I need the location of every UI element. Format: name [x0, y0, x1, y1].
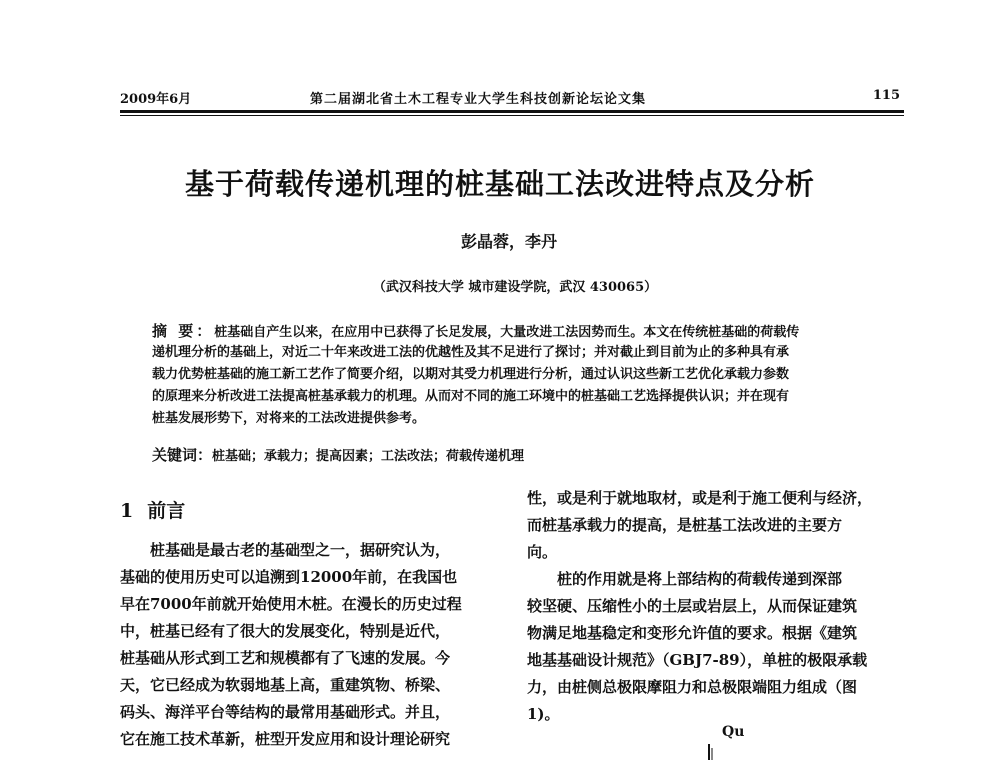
header-rule-thick — [120, 110, 904, 113]
keywords — [152, 444, 872, 465]
body-line: 地基基础设计规范》（GBJ7-89），单桩的极限承载 — [527, 651, 868, 669]
body-line: 早在7000年前就开始使用木桩。在漫长的历史过程 — [120, 595, 462, 613]
abstract-line: 桩基发展形势下，对将来的工法改进提供参考。 — [152, 411, 426, 426]
keywords-label: 关键词： — [152, 446, 213, 464]
affiliation: （武汉科技大学 城市建设学院，武汉 430065） — [372, 280, 658, 295]
abstract-line: 摘 要：桩基础自产生以来，在应用中已获得了长足发展，大量改进工法因势而生。本文在传统桩基础的荷载传 — [152, 322, 800, 340]
body-line: 较坚硬、压缩性小的土层或岩层上，从而保证建筑 — [527, 597, 858, 615]
abstract-line: 载力优势桩基础的施工新工艺作了简要介绍，以期对其受力机理进行分析，通过认识这些新工艺优化承载力参数 — [152, 367, 790, 382]
body-line: 1)。 — [527, 705, 560, 723]
keywords-text: 桩基础；承载力；提高因素；工法改法；荷载传递机理 — [212, 449, 525, 464]
figure-label-qu: Qu — [722, 724, 745, 740]
body-line: 力，由桩侧总极限摩阻力和总极限端阻力组成（图 — [527, 678, 858, 696]
section-number: 1 — [120, 500, 134, 522]
section-title: 前言 — [147, 500, 186, 522]
body-line: 基础的使用历史可以追溯到12000年前，在我国也 — [120, 568, 458, 586]
body-line: 中，桩基已经有了很大的发展变化，特别是近代， — [120, 622, 451, 640]
right-column — [527, 485, 907, 728]
running-header — [120, 88, 902, 108]
authors: 彭晶蓉，李丹 — [460, 232, 557, 251]
abstract — [152, 320, 872, 430]
header-journal: 第二届湖北省土木工程专业大学生科技创新论坛论文集 — [310, 92, 647, 107]
left-column — [120, 537, 500, 753]
paper-title: 基于荷载传递机理的桩基础工法改进特点及分析 — [184, 167, 815, 201]
body-line: 桩基础从形式到工艺和规模都有了飞速的发展。今 — [120, 649, 451, 667]
body-line: 物满足地基稳定和变形允许值的要求。根据《建筑 — [527, 624, 858, 642]
body-line: 向。 — [527, 543, 558, 561]
body-line: 桩的作用就是将上部结构的荷载传递到深部 — [557, 570, 843, 588]
header-rule-thin — [120, 115, 904, 116]
abstract-line: 递机理分析的基础上，对近二十年来改进工法的优越性及其不足进行了探讨；并对截止到目前为止的多种具有承 — [152, 345, 790, 360]
body-line: 码头、海洋平台等结构的最常用基础形式。并且， — [120, 703, 451, 721]
abstract-line: 的原理来分析改进工法提高桩基承载力的机理。从而对不同的施工环境中的桩基础工艺选择提供认识；并在现有 — [152, 389, 790, 404]
body-line: 天，它已经成为软弱地基上高，重建筑物、桥梁、 — [120, 676, 451, 694]
abstract-label: 摘 要： — [152, 322, 215, 340]
body-line: 桩基础是最古老的基础型之一，据研究认为， — [150, 541, 451, 559]
load-arrow-icon — [700, 744, 720, 760]
section-heading — [120, 496, 185, 523]
body-line: 而桩基承载力的提高，是桩基工法改进的主要方 — [527, 516, 843, 534]
body-line: 它在施工技术革新，桩型开发应用和设计理论研究 — [120, 730, 451, 748]
header-page-number: 115 — [872, 88, 900, 103]
header-date: 2009年6月 — [120, 92, 192, 107]
body-line: 性，或是利于就地取材，或是利于施工便利与经济， — [527, 489, 873, 507]
